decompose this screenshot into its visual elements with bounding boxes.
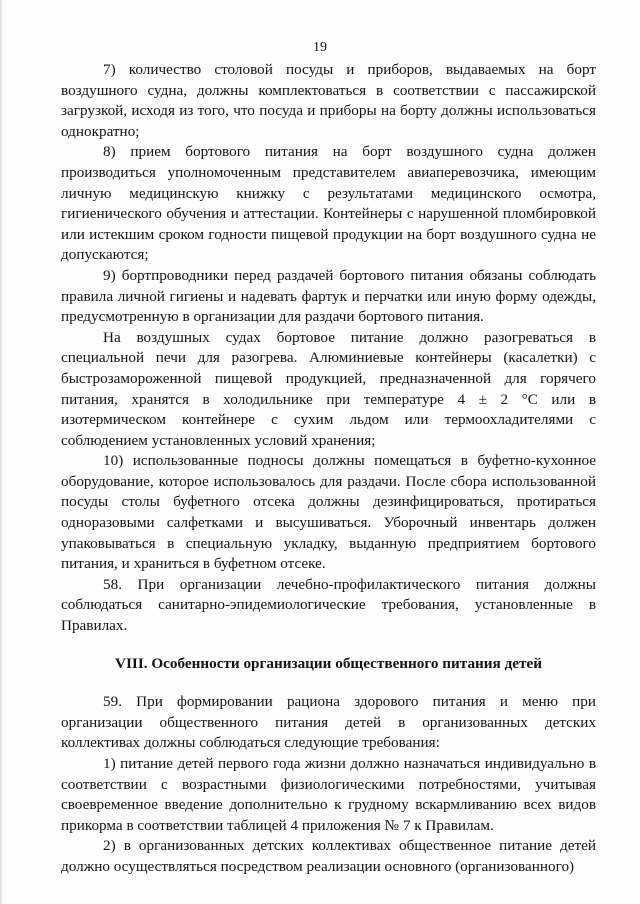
paragraph-item-9: 9) бортпроводники перед раздачей бортового питания обязаны соблюдать правила личной гигиены и надевать фартук и перчатки или иную форму одежды, предусмотренную в организации для раздачи бортового питания. <box>61 266 596 326</box>
paragraph-item-2: 2) в организованных детских коллективах общественное питание детей должно осуществляться посредством реализации основного (организованного) <box>61 837 596 875</box>
paragraph-item-1: 1) питание детей первого года жизни должно назначаться индивидуально в соответствии с возрастными физиологическими потребностями, учитывая своевременное введение дополнительно к грудному вскармливанию всех видов прикорма в соответствии таблицей 4 приложения № 7 к Правилам. <box>61 755 596 834</box>
section-heading: VIII. Особенности организации общественного питания детей <box>115 654 542 672</box>
paragraph-item-10: 10) использованные подносы должны помещаться в буфетно-кухонное оборудование, которое использовалось для раздачи. После сбора использованной посуды столы буфетного отсека должны дезинфицироваться, протираться одноразовыми салфетками и высушиваться. Уборочный инвентарь должен упаковываться в специальную укладку, выданную предприятием бортового питания, и храниться в буфетном отсеке. <box>61 452 596 573</box>
paragraph-item-8: 8) прием бортового питания на борт воздушного судна должен производиться уполномоченным представителем авиаперевозчика, имеющим личную медицинскую книжку с результатами медицинского осмотра, гигиенического обучения и аттестации. Контейнеры с нарушенной пломбировкой или истекшим сроком годности пищевой продукции на борт воздушного судна не допускаются; <box>61 143 596 264</box>
document-body <box>61 60 596 878</box>
paragraph-clause-58: 58. При организации лечебно-профилактического питания должны соблюдаться санитарно-эпидемиологические требования, установленные в Правилах. <box>61 575 596 635</box>
scan-edge-shadow <box>0 0 2 904</box>
paragraph-clause-59: 59. При формировании рациона здорового питания и меню при организации общественного питания детей в организованных детских коллективах должны соблюдаться следующие требования: <box>61 693 596 752</box>
paragraph-item-7: 7) количество столовой посуды и приборов, выдаваемых на борт воздушного судна, должны комплектоваться в соответствии с пассажирской загрузкой, исходя из того, что посуда и приборы на борту должны использоваться однократно; <box>61 61 596 140</box>
paragraph-onboard-heating: На воздушных судах бортовое питание должно разогреваться в специальной печи для разогрева. Алюминиевые контейнеры (касалетки) с быстрозамороженной пищевой продукцией, предназначенной для горячего питания, хранятся в холодильнике при температуре 4 ± 2 °C или в изотермическом контейнере с сухим льдом или термоохладителями с соблюдением установленных условий хранения; <box>61 328 596 449</box>
page-number: 19 <box>313 40 327 55</box>
